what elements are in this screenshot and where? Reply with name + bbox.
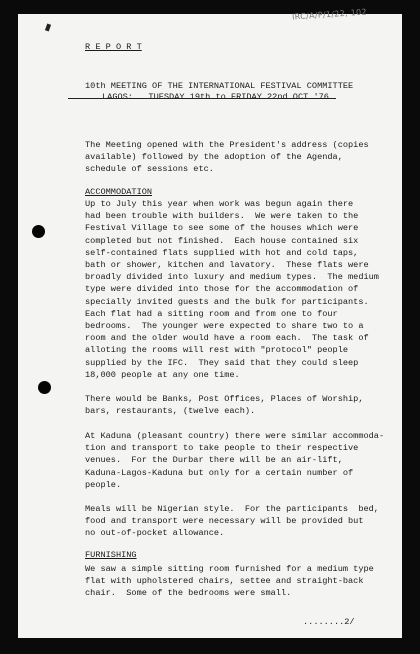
- accommodation-line: room and the older would have a room each. The task of: [85, 333, 369, 344]
- accommodation-line: bath or shower, kitchen and lavatory. These flats were: [85, 260, 369, 270]
- accommodation-line: supplied by the IFC. They said that they could sleep: [85, 357, 359, 368]
- accommodation-line: Each flat had a sitting room and from one to four: [85, 308, 338, 319]
- meals-line: food and transport were necessary will be provided but: [85, 516, 364, 527]
- accommodation-line: type were divided into those for the accommodation of: [85, 284, 359, 295]
- punch-hole-top: [32, 225, 45, 238]
- section-heading-furnishing: FURNISHING: [85, 550, 137, 560]
- banks-line: bars, restaurants, (twelve each).: [85, 406, 256, 417]
- meals-line: Meals will be Nigerian style. For the participants bed,: [85, 504, 379, 514]
- kaduna-line: Kaduna-Lagos-Kaduna but only for a certain number of: [85, 467, 354, 478]
- accommodation-line: 18,000 people at any one time.: [85, 369, 240, 380]
- kaduna-line: tion and transport to take people to their respective: [85, 443, 359, 454]
- accommodation-line: had been trouble with builders. We were taken to the: [85, 211, 359, 222]
- kaduna-line: At Kaduna (pleasant country) there were similar accommoda-: [85, 431, 385, 441]
- accommodation-line: broadly divided into luxury and medium types. The medium: [85, 272, 379, 283]
- accommodation-line: Festival Village to see some of the houses which were: [85, 223, 359, 234]
- furnishing-line: We saw a simple sitting room furnished for a medium type: [85, 564, 374, 574]
- page-continuation: ........2/: [303, 617, 355, 627]
- title-underline: [68, 98, 336, 99]
- report-heading: R E P O R T: [85, 42, 142, 52]
- archive-reference: IRC/A/P/1/22, 102: [291, 7, 368, 22]
- accommodation-line: self-contained flats supplied with hot and cold taps,: [85, 247, 359, 258]
- intro-line: The Meeting opened with the President's address (copies: [85, 140, 369, 150]
- section-heading-accommodation: ACCOMMODATION: [85, 187, 153, 197]
- meeting-title: 10th MEETING OF THE INTERNATIONAL FESTIVAL COMMITTEE: [85, 81, 354, 91]
- banks-line: There would be Banks, Post Offices, Places of Worship,: [85, 394, 364, 404]
- accommodation-line: alloting the rooms will rest with "protocol" people: [85, 345, 349, 356]
- accommodation-line: specially invited guests and the bulk for participants.: [85, 296, 369, 307]
- furnishing-line: flat with upholstered chairs, settee and straight-back: [85, 576, 364, 587]
- kaduna-line: venues. For the Durbar there will be an air-lift,: [85, 455, 343, 466]
- furnishing-line: chair. Some of the bedrooms were small.: [85, 588, 292, 599]
- accommodation-line: bedrooms. The younger were expected to share two to a: [85, 321, 364, 331]
- meeting-location-dates: LAGOS: TUESDAY 19th to FRIDAY 22nd OCT '76: [102, 92, 329, 102]
- meals-line: no out-of-pocket allowance.: [85, 528, 225, 539]
- intro-line: available) followed by the adoption of the Agenda,: [85, 152, 343, 163]
- punch-hole-bottom: [38, 381, 51, 394]
- kaduna-line: people.: [85, 479, 122, 490]
- accommodation-line: completed but not finished. Each house contained six: [85, 235, 359, 246]
- accommodation-line: Up to July this year when work was begun again there: [85, 199, 354, 209]
- intro-line: schedule of sessions etc.: [85, 164, 214, 175]
